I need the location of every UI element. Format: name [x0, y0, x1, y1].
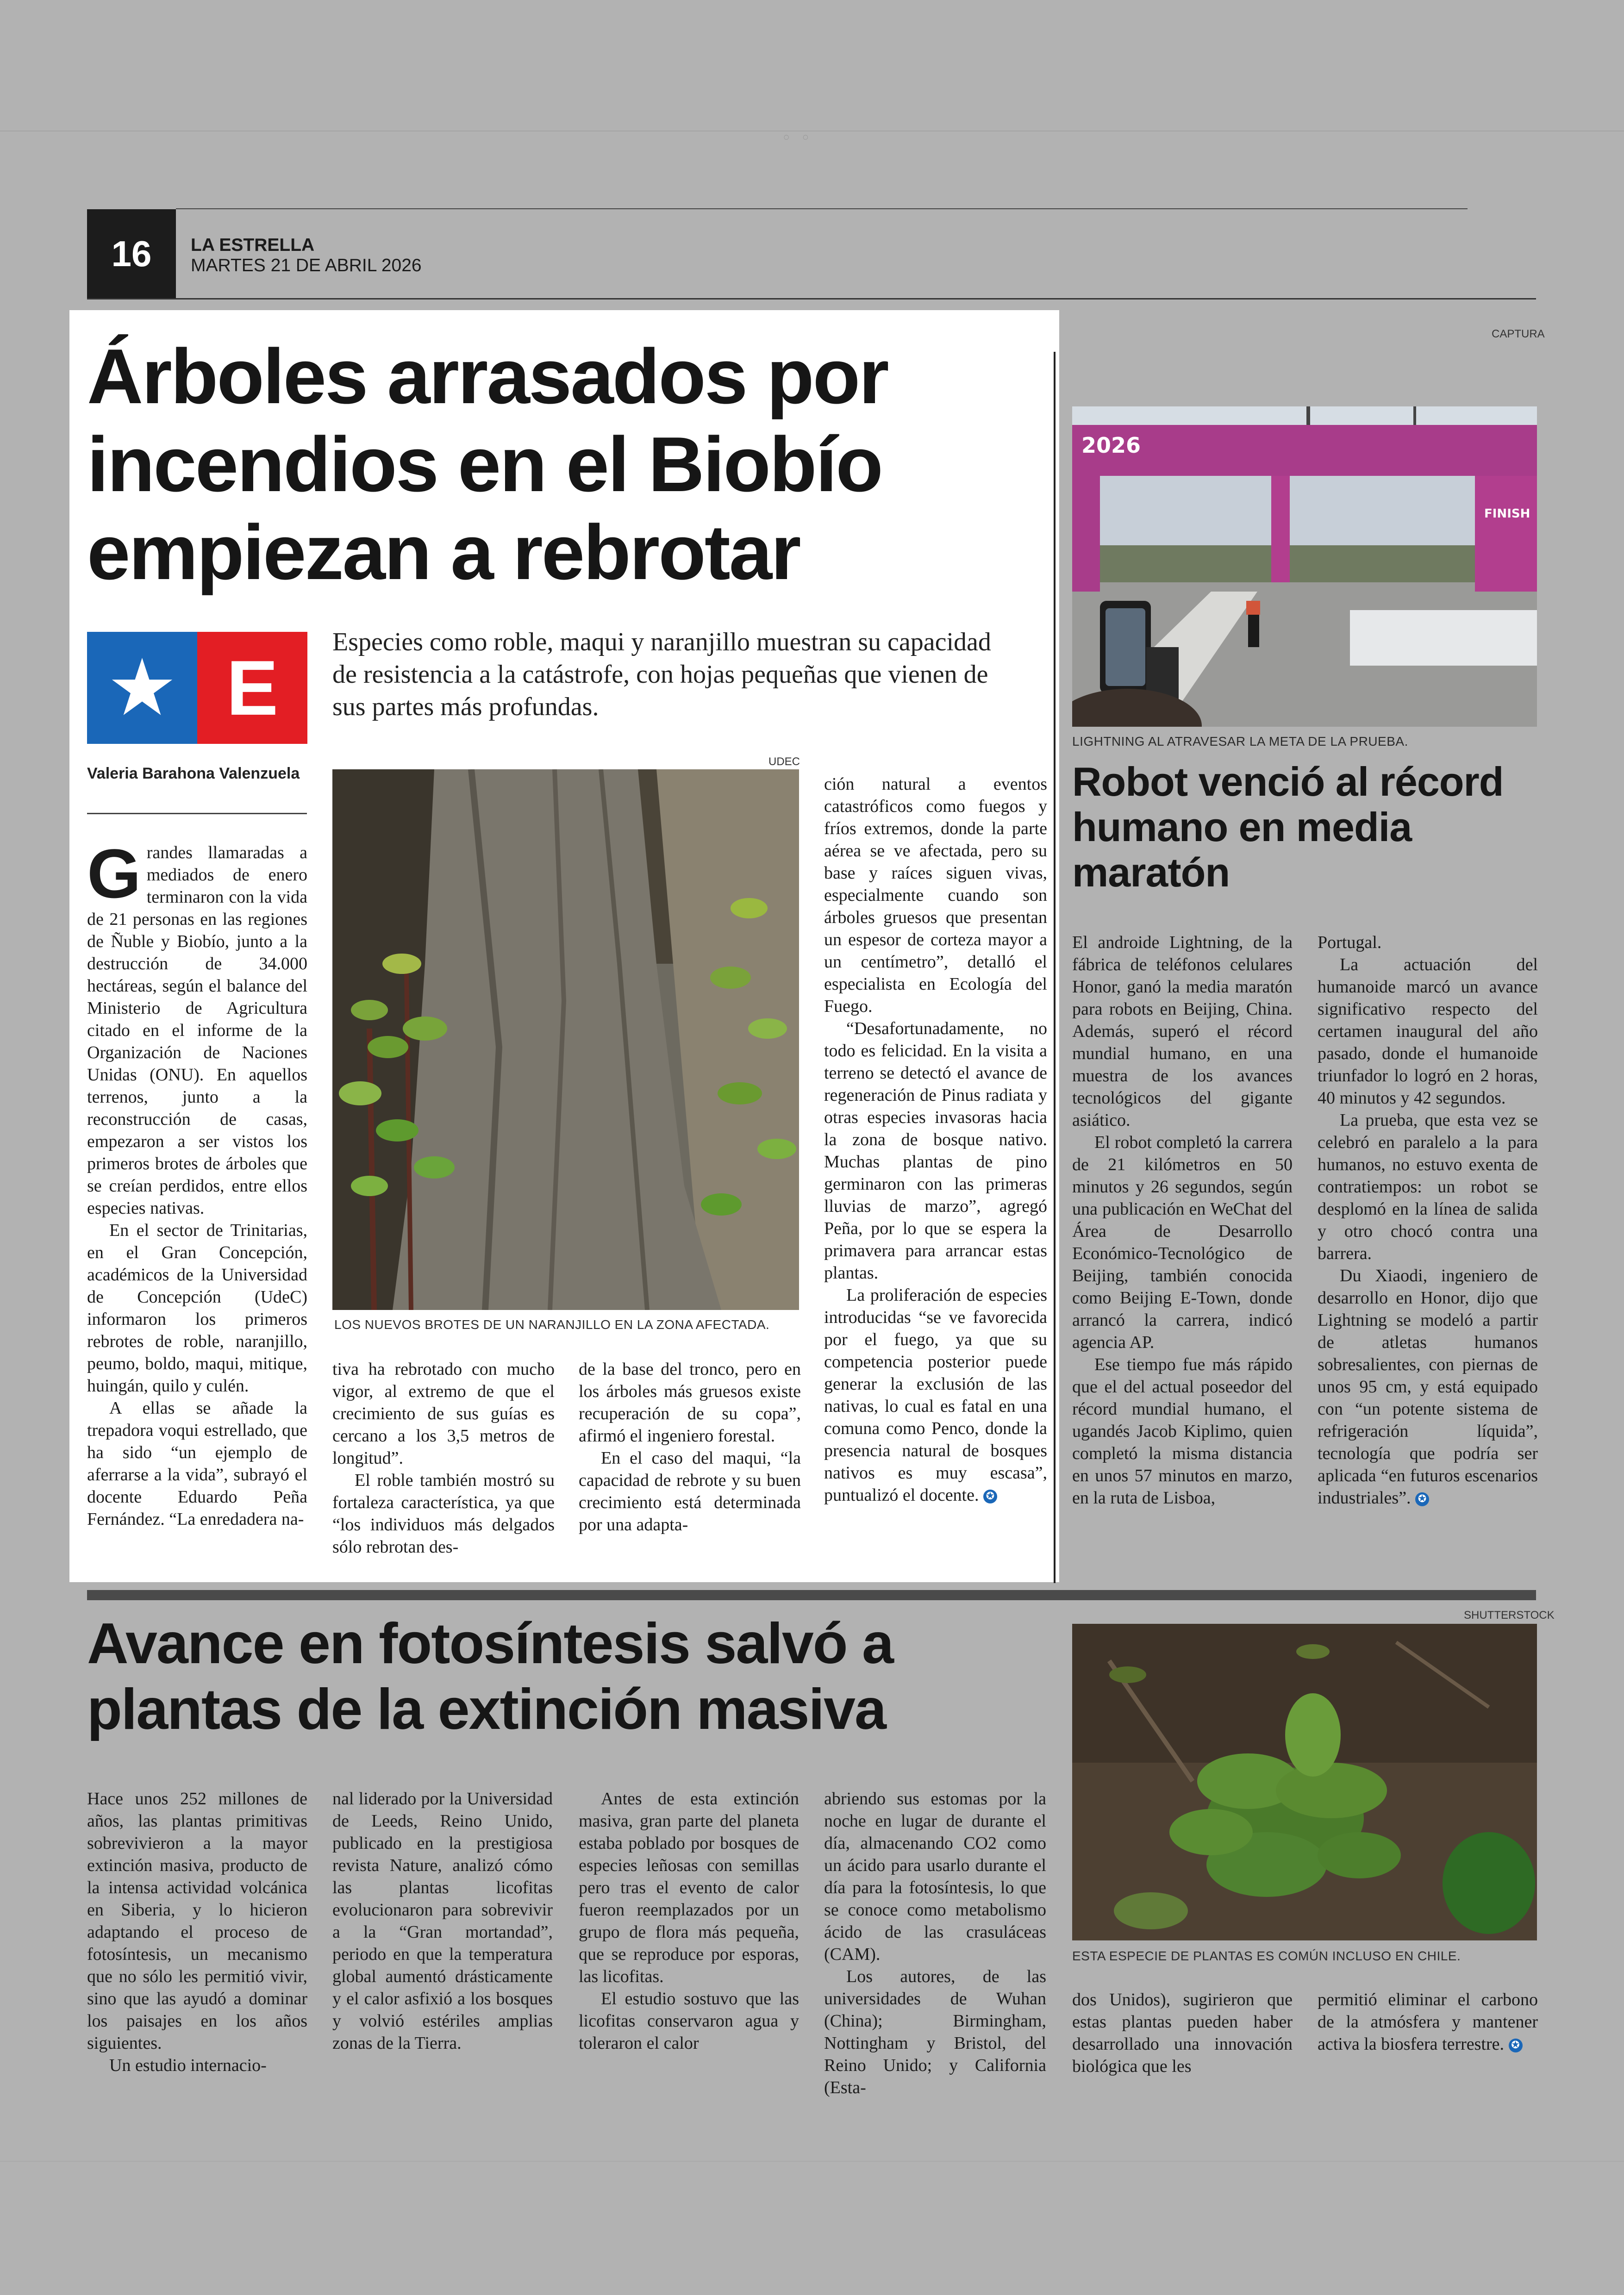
bottom-photo-credit: SHUTTERSTOCK	[1464, 1609, 1555, 1621]
main-deck: Especies como roble, maqui y naranjillo muestran su capacidad de resistencia a la catástrofe, con hojas pequeñas que vienen de sus partes más profundas.	[332, 628, 991, 721]
end-mark-icon: ✪	[1509, 2039, 1523, 2052]
side-photo-credit: CAPTURA	[1492, 328, 1545, 340]
side-headline: Robot venció al récord humano en media maratón	[1072, 759, 1504, 895]
newspaper-name: LA ESTRELLA	[191, 235, 315, 255]
bottom-scan-rule	[0, 2161, 1624, 2162]
main-column-3	[579, 1358, 801, 1536]
paragraph: abriendo sus estomas por la noche en lugar de durante el día, almacenando CO2 como un ácido para usarlo durante el día para la fotosíntesis, lo que se conoce como metabolismo ácido de las crasuláceas (CAM).	[824, 1789, 1046, 1964]
side-column-2	[1318, 931, 1538, 1509]
paragraph: randes llamaradas a mediados de enero terminaron con la vida de 21 personas en las regiones de Ñuble y Biobío, junto a la destrucción de 34.000 hectáreas, según el balance del Ministerio de Agricultura citado en el informe de la Organización de Naciones Unidas (ONU). En aquellos terrenos, junto a la reconstrucción de casas, empezaron a ser vistos los primeros brotes de árboles que se creían perdidos, entre ellos especies nativas.	[87, 843, 307, 1218]
newspaper-logo	[87, 632, 307, 744]
paragraph: El androide Lightning, de la fábrica de teléfonos celulares Honor, ganó la media maratón para robots en Beijing, China. Además, superó el récord mundial humano, en una muestra de los avances tecnológicos del gigante asiático.	[1072, 933, 1293, 1130]
lycophyte-plant-photo	[1072, 1624, 1537, 1940]
photo-banner-text: 2026	[1081, 433, 1141, 458]
page-scan-dots: ◦◦	[781, 129, 820, 148]
main-photo	[332, 769, 799, 1310]
side-column-1	[1072, 931, 1293, 1509]
main-article-divider	[1054, 352, 1056, 1583]
naranjillo-sprouts-photo	[332, 769, 799, 1310]
main-column-4	[824, 773, 1047, 1506]
bottom-headline: Avance en fotosíntesis salvó a plantas de la extinción masiva	[87, 1612, 893, 1741]
star-icon: ★	[106, 642, 178, 734]
paragraph: Du Xiaodi, ingeniero de desarrollo en Honor, dijo que Lightning se modeló a partir de atletas humanos sobresalientes, con piernas de unos 95 cm, y está equipado con “un potente sistema de refrigeración líquida”, tecnología que podría ser aplicada “en futuros escenarios industriales”.	[1318, 1266, 1538, 1508]
bottom-column-3	[579, 1788, 799, 2054]
bottom-column-6	[1318, 1989, 1538, 2055]
byline: Valeria Barahona Valenzuela	[87, 765, 300, 782]
header-bottom-rule	[87, 298, 1536, 299]
side-photo	[1072, 406, 1537, 727]
paragraph: tiva ha rebrotado con mucho vigor, al extremo de que el crecimiento de sus guías es cercano a los 3,5 metros de longitud”.	[332, 1360, 555, 1468]
byline-rule	[87, 813, 307, 814]
end-mark-icon: ✪	[1415, 1492, 1429, 1506]
paragraph: de la base del tronco, pero en los árboles más gruesos existe recuperación de su copa”, afirmó el ingeniero forestal.	[579, 1360, 801, 1446]
paragraph: Portugal.	[1318, 933, 1382, 952]
drop-cap: G	[87, 835, 141, 912]
main-photo-credit: UDEC	[768, 755, 800, 768]
paragraph: Ese tiempo fue más rápido que el del actual poseedor del récord mundial humano, el ugandés Jacob Kiplimo, quien completó la misma distancia en unos 57 minutos en marzo, en la ruta de Lisboa,	[1072, 1355, 1293, 1508]
paragraph: El roble también mostró su fortaleza característica, ya que “los individuos más delgados sólo rebrotan des-	[332, 1471, 555, 1557]
paragraph: nal liderado por la Universidad de Leeds, Reino Unido, publicado en la prestigiosa revista Nature, analizó cómo las plantas licofitas evolucionaron para sobrevivir a la “Gran mortandad”, periodo en que la temperatura global aumentó drásticamente y el calor asfixió a los bosques y volvió estériles amplias zonas de la Tierra.	[332, 1789, 553, 2053]
main-column-2	[332, 1358, 555, 1558]
end-mark-icon: ✪	[983, 1490, 997, 1503]
paragraph: En el caso del maqui, “la capacidad de rebrote y su buen crecimiento está determinada por una adapta-	[579, 1448, 801, 1534]
paragraph: ción natural a eventos catastróficos como fuegos y fríos extremos, donde la parte aérea se ve afectada, pero su base y raíces siguen vivas, especialmente cuando son árboles gruesos que presentan un espesor de corteza mayor a un centímetro”, detalló el especialista en Ecología del Fuego.	[824, 774, 1047, 1016]
paragraph: Un estudio internacio-	[109, 2056, 267, 2075]
side-photo-caption: LIGHTNING AL ATRAVESAR LA META DE LA PRUEBA.	[1072, 734, 1408, 748]
page-number: 16	[87, 209, 176, 298]
bottom-column-5	[1072, 1989, 1293, 2077]
paragraph: El estudio sostuvo que las licofitas conservaron agua y toleraron el calor	[579, 1989, 799, 2053]
logo-letter: E	[226, 644, 279, 731]
header-rule	[176, 208, 1468, 209]
paragraph: En el sector de Trinitarias, en el Gran Concepción, académicos de la Universidad de Concepción (UdeC) informaron los primeros rebrotes de roble, naranjillo, peumo, boldo, maqui, mitique, huingán, quilo y culén.	[87, 1221, 307, 1396]
bottom-column-1	[87, 1788, 307, 2077]
photo-finish-text: FINISH	[1484, 507, 1530, 521]
paragraph: La actuación del humanoide marcó un avance significativo respecto del certamen inaugural del año pasado, donde el humanoide triunfador lo logró en 2 horas, 40 minutos y 42 segundos.	[1318, 955, 1538, 1108]
paragraph: Los autores, de las universidades de Wuhan (China); Birmingham, Nottingham y Bristol, del Reino Unido; y California (Esta-	[824, 1967, 1046, 2097]
main-photo-caption: LOS NUEVOS BROTES DE UN NARANJILLO EN LA ZONA AFECTADA.	[334, 1317, 770, 1332]
paragraph: La prueba, que esta vez se celebró en paralelo a la para humanos, no estuvo exenta de contratiempos: un robot se desplomó en la línea de salida y otro chocó contra una barrera.	[1318, 1110, 1538, 1263]
main-column-1	[87, 835, 307, 1530]
paragraph: Hace unos 252 millones de años, las plantas primitivas sobrevivieron a la mayor extinción masiva, producto de la intensa actividad volcánica en Siberia, y lo hicieron adaptando el proceso de fotosíntesis, un mecanismo que no sólo les permitió vivir, sino que las ayudó a dominar los paisajes en los años siguientes.	[87, 1789, 307, 2053]
robot-marathon-photo	[1072, 406, 1537, 727]
issue-date: MARTES 21 DE ABRIL 2026	[191, 256, 422, 275]
paragraph: El robot completó la carrera de 21 kilómetros en 50 minutos y 26 segundos, según una publicación en WeChat del Área de Desarrollo Económico-Tecnológico de Beijing, también conocida como Beijing E-Town, donde arrancó la carrera, indicó agencia AP.	[1072, 1133, 1293, 1352]
bottom-column-2	[332, 1788, 553, 2054]
main-headline: Árboles arrasados por incendios en el Biobío empiezan a rebrotar	[87, 333, 888, 596]
paragraph: A ellas se añade la trepadora voqui estrellado, que ha sido “un ejemplo de aferrarse a la vida”, subrayó el docente Eduardo Peña Fernández. “La enredadera na-	[87, 1398, 307, 1529]
bottom-article-rule	[87, 1590, 1536, 1600]
bottom-photo	[1072, 1624, 1537, 1940]
paragraph: dos Unidos), sugirieron que estas plantas pueden haber desarrollado una innovación biológica que les	[1072, 1990, 1293, 2076]
paragraph: permitió eliminar el carbono de la atmósfera y mantener activa la biosfera terrestre.	[1318, 1990, 1538, 2054]
bottom-photo-caption: ESTA ESPECIE DE PLANTAS ES COMÚN INCLUSO EN CHILE.	[1072, 1949, 1461, 1963]
bottom-column-4	[824, 1788, 1046, 2099]
paragraph: La proliferación de especies introducidas “se ve favorecida por el fuego, ya que su competencia posterior puede generar la exclusión de las nativas, lo cual es fatal en una comuna como Penco, donde la presencia natural de bosques nativos es muy escasa”, puntualizó el docente.	[824, 1285, 1047, 1505]
paragraph: Antes de esta extinción masiva, gran parte del planeta estaba poblado por bosques de especies leñosas con semillas pero tras el evento de calor fueron reemplazados por un grupo de flora más pequeña, que se reproduce por esporas, las licofitas.	[579, 1789, 799, 1986]
paragraph: “Desafortunadamente, no todo es felicidad. En la visita a terreno se detectó el avance de regeneración de Pinus radiata y otras especies invasoras hacia la zona de bosque nativo. Muchas plantas de pino germinaron con las primeras lluvias de marzo”, agregó Peña, por lo que se espera la primavera para arrancar estas plantas.	[824, 1019, 1047, 1283]
